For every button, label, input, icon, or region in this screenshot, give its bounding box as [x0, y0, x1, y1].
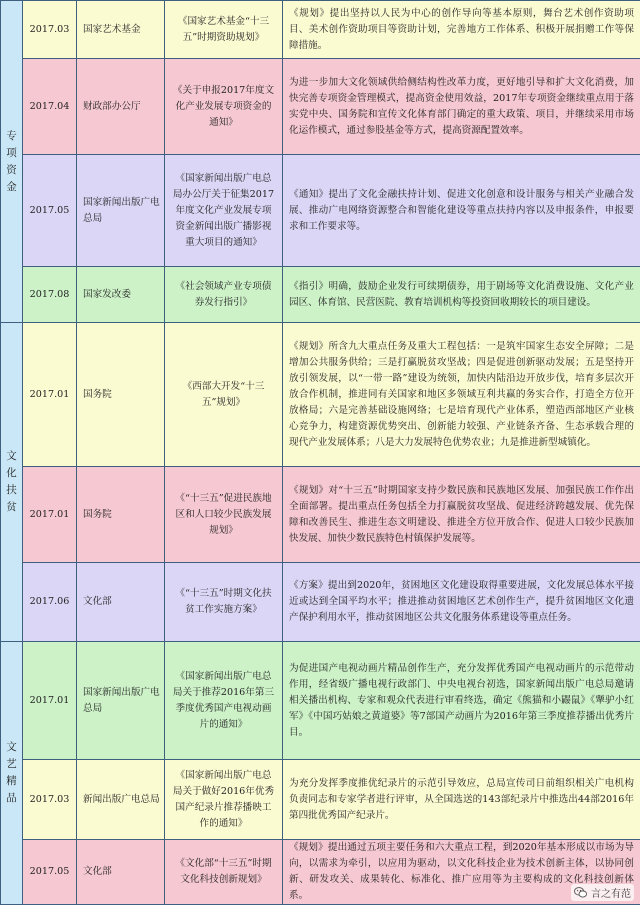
- table-row: [1, 59, 640, 155]
- document-cell: 《国家新闻出版广电总局关于推荐2016年第三季度优秀国产电视动画片的通知》: [165, 642, 283, 760]
- document-cell: 《社会领域产业专项债券发行指引》: [165, 267, 283, 323]
- table-row: [1, 760, 640, 840]
- date-cell: 2017.04: [23, 59, 77, 155]
- description-cell: 《规划》对“十三五”时期国家支持少数民族和民族地区发展、加强民族工作作出全面部署。提出重点任务包括全力打赢脱贫攻坚战、促进经济跨越发展、优先保障和改善民生、推进生态文明建设、推进全方位开放合作、促进人口较少民族加快发展、加快少数民族特色村镇保护发展等。: [283, 467, 640, 563]
- date-cell: 2017.03: [23, 760, 77, 840]
- date-cell: 2017.05: [23, 155, 77, 267]
- document-cell: 《国家新闻出版广电总局关于做好2016年优秀国产纪录片推荐播映工作的通知》: [165, 760, 283, 840]
- document-cell: 《西部大开发“十三五”规划》: [165, 323, 283, 467]
- description-cell: 为进一步加大文化领域供给侧结构性改革力度，更好地引导和扩大文化消费，加快完善专项资金管理模式，提高资金使用效益，2017年专项资金继续重点用于落实党中央、国务院和宣传文化体育部门确定的重大政策、项目，并继续采用市场化运作模式，通过参股基金等方式，提高资源配置效率。: [283, 59, 640, 155]
- department-cell: 国务院: [77, 323, 165, 467]
- department-cell: 文化部: [77, 840, 165, 905]
- category-cell: 专项资金: [1, 1, 23, 323]
- department-cell: 国家发改委: [77, 267, 165, 323]
- date-cell: 2017.01: [23, 467, 77, 563]
- description-cell: 《规划》提出通过五项主要任务和六大重点工程，到2020年基本形成以市场为导向，以需求为牵引，以应用为驱动，以文化科技企业为技术创新主体，以协同创新、研发攻关、成果转化、标准化、推广应用等为主要构成的文化科技创新体系。: [283, 840, 640, 905]
- watermark-text: 言之有范: [591, 885, 631, 900]
- table-row: [1, 563, 640, 642]
- category-cell: 文艺精品: [1, 642, 23, 905]
- document-cell: 《“十三五”时期文化扶贫工作实施方案》: [165, 563, 283, 642]
- department-cell: 国务院: [77, 467, 165, 563]
- wechat-watermark: [571, 884, 634, 901]
- document-cell: 《国家艺术基金“十三五”时期资助规划》: [165, 1, 283, 59]
- description-cell: 为充分发挥季度推优纪录片的示范引导效应，总局宣传司日前组织相关广电机构负责同志和专家学者进行评审，从全国选送的143部纪录片中推选出44部2016年第四批优秀国产纪录片。: [283, 760, 640, 840]
- table-row: [1, 267, 640, 323]
- description-cell: 《通知》提出了文化金融扶持计划、促进文化创意和设计服务与相关产业融合发展、推动广电网络资源整合和智能化建设等重点扶持内容以及申报条件，申报要求和工作要求等。: [283, 155, 640, 267]
- category-cell: 文化扶贫: [1, 323, 23, 642]
- description-cell: 《方案》提出到2020年，贫困地区文化建设取得重要进展，文化发展总体水平接近或达到全国平均水平；推进推动贫困地区艺术创作生产，提升贫困地区文化遗产保护利用水平，推动贫困地区公共文化服务体系建设等重点任务。: [283, 563, 640, 642]
- table-row: [1, 642, 640, 760]
- date-cell: 2017.01: [23, 642, 77, 760]
- department-cell: 文化部: [77, 563, 165, 642]
- date-cell: 2017.08: [23, 267, 77, 323]
- date-cell: 2017.06: [23, 563, 77, 642]
- table-row: [1, 1, 640, 59]
- table-row: [1, 467, 640, 563]
- department-cell: 新闻出版广电总局: [77, 760, 165, 840]
- table-row: [1, 323, 640, 467]
- wechat-icon: [574, 886, 587, 899]
- description-cell: 《规划》所含九大重点任务及重大工程包括：一是筑牢国家生态安全屏障；二是增加公共服务供给；三是打赢脱贫攻坚战；四是促进创新驱动发展；五是坚持开放引领发展，以“一带一路”建设为统领，加快内陆沿边开放步伐，培育多层次开放合作机制，推进同有关国家和地区多领域互利共赢的务实合作，打造全方位开放格局；六是完善基础设施网络；七是培育现代产业体系，塑造西部地区产业核心竞争力，构建资源优势突出、创新能力较强、产业链条齐备、生态承载合理的现代产业发展体系；八是大力发展特色优势农业；九是推进新型城镇化。: [283, 323, 640, 467]
- document-cell: 《文化部“十三五”时期文化科技创新规划》: [165, 840, 283, 905]
- department-cell: 财政部办公厅: [77, 59, 165, 155]
- document-cell: 《“十三五”促进民族地区和人口较少民族发展规划》: [165, 467, 283, 563]
- department-cell: 国家艺术基金: [77, 1, 165, 59]
- date-cell: 2017.03: [23, 1, 77, 59]
- document-cell: 《关于申报2017年度文化产业发展专项资金的通知》: [165, 59, 283, 155]
- table-row: [1, 155, 640, 267]
- document-cell: 《国家新闻出版广电总局办公厅关于征集2017年度文化产业发展专项资金新闻出版广播影视重大项目的通知》: [165, 155, 283, 267]
- description-cell: 《规划》提出坚持以人民为中心的创作导向等基本原则，舞台艺术创作资助项目、美术创作资助项目等资助计划，完善地方工作体系、积极开展捐赠工作等保障措施。: [283, 1, 640, 59]
- table-row: [1, 840, 640, 905]
- date-cell: 2017.05: [23, 840, 77, 905]
- department-cell: 国家新闻出版广电总局: [77, 155, 165, 267]
- description-cell: 为促进国产电视动画片精品创作生产，充分发挥优秀国产电视动画片的示范带动作用，经省级广播电视行政部门、中央电视台初选，国家新闻出版广电总局邀请相关播出机构、专家和观众代表进行审看终选，确定《熊猫和小鼹鼠》《犟驴小红军》《中国巧姑娘之黄道婆》等7部国产动画片为2016年第三季度推荐播出优秀片目。: [283, 642, 640, 760]
- description-cell: 《指引》明确，鼓励企业发行可续期债券，用于剧场等文化消费设施、文化产业园区、体育馆、民营医院、教育培训机构等投资回收期较长的项目建设。: [283, 267, 640, 323]
- department-cell: 国家新闻出版广电总局: [77, 642, 165, 760]
- date-cell: 2017.01: [23, 323, 77, 467]
